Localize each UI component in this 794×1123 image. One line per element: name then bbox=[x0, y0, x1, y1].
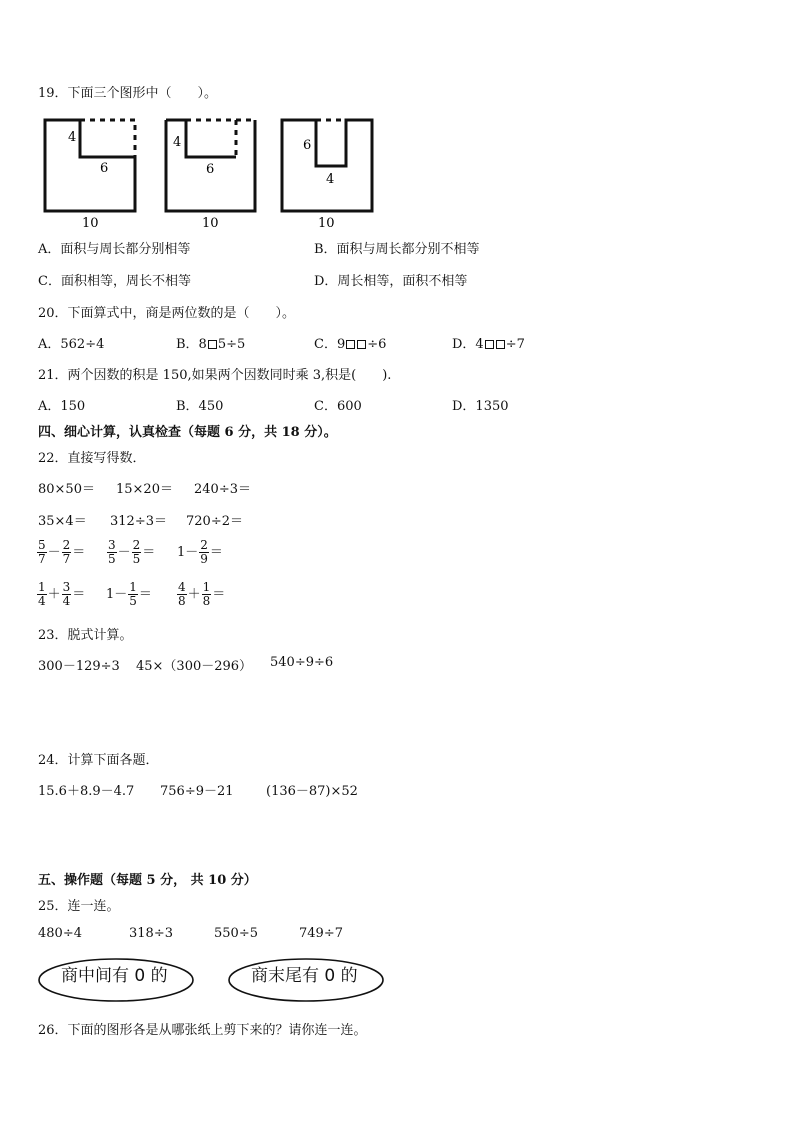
q20-option-b-prefix: B．8 bbox=[176, 337, 207, 352]
q25-expr[interactable]: 550÷5 bbox=[214, 926, 258, 941]
fraction: $\frac{2}{9}$ bbox=[200, 538, 208, 566]
figure-1-top-label: 4 bbox=[68, 130, 77, 145]
q20-option-c-prefix: C．9 bbox=[314, 337, 346, 352]
q19-option-a[interactable]: A．面积与周长都分别相等 bbox=[38, 242, 191, 257]
fraction: $\frac{1}{8}$ bbox=[202, 580, 211, 608]
q23-expr: 45×（300－296） bbox=[136, 659, 253, 674]
blank-box bbox=[496, 340, 505, 349]
blank-box bbox=[208, 340, 217, 349]
q22-row2-expr: 312÷3＝ bbox=[110, 514, 167, 529]
figure-2-top-label: 4 bbox=[173, 135, 182, 150]
blank-box bbox=[357, 340, 366, 349]
q19-option-b[interactable]: B．面积与周长都分别不相等 bbox=[314, 242, 480, 257]
q23-expr: 540÷9÷6 bbox=[270, 655, 334, 670]
q23-stem: 23．脱式计算。 bbox=[38, 628, 133, 643]
q20-option-d-prefix: D．4 bbox=[452, 337, 484, 352]
q20-option-c[interactable] bbox=[314, 333, 386, 352]
q22-row4-expr-3: $\frac{4}{8}$ ＋ $\frac{1}{8}$ ＝ bbox=[178, 580, 226, 608]
q19-stem: 19．下面三个图形中（ ）。 bbox=[38, 86, 218, 101]
q22-row3-expr-1: $\frac{5}{7}$ － $\frac{2}{7}$ ＝ bbox=[38, 538, 86, 566]
q24-expr: 15.6＋8.9－4.7 bbox=[38, 784, 135, 799]
q21-stem: 21．两个因数的积是 150,如果两个因数同时乘 3,积是( ). bbox=[38, 368, 392, 383]
q25-expr[interactable]: 318÷3 bbox=[129, 926, 173, 941]
blank-box bbox=[485, 340, 494, 349]
q25-stem: 25．连一连。 bbox=[38, 899, 120, 914]
section-4-title: 四、细心计算，认真检查（每题 6 分，共 18 分）。 bbox=[38, 425, 337, 440]
q24-expr: 756÷9－21 bbox=[160, 784, 234, 799]
q22-row2-expr: 720÷2＝ bbox=[186, 514, 243, 529]
fraction: $\frac{5}{7}$ bbox=[38, 538, 46, 566]
q21-option-a[interactable]: A．150 bbox=[38, 399, 86, 414]
q20-option-a[interactable]: A．562÷4 bbox=[38, 337, 105, 352]
q23-expr: 300－129÷3 bbox=[38, 659, 120, 674]
q22-stem: 22．直接写得数． bbox=[38, 451, 146, 466]
q22-row4-expr-2: 1－ $\frac{1}{5}$ ＝ bbox=[106, 580, 152, 608]
figure-1 bbox=[45, 120, 135, 231]
blank-box bbox=[346, 340, 355, 349]
q21-option-d[interactable]: D．1350 bbox=[452, 399, 509, 414]
q21-option-c[interactable]: C．600 bbox=[314, 399, 362, 414]
q22-row1-expr: 240÷3＝ bbox=[194, 482, 251, 497]
q19-figures bbox=[0, 0, 794, 240]
q25-expr[interactable]: 749÷7 bbox=[299, 926, 343, 941]
q26-stem: 26．下面的图形各是从哪张纸上剪下来的？请你连一连。 bbox=[38, 1023, 367, 1038]
q24-stem: 24．计算下面各题． bbox=[38, 753, 159, 768]
fraction: $\frac{4}{8}$ bbox=[178, 580, 186, 608]
q20-option-b-suffix: 5÷5 bbox=[217, 337, 246, 352]
q22-row1-expr: 15×20＝ bbox=[116, 482, 173, 497]
figure-2 bbox=[166, 120, 255, 231]
q22-row3-expr-3: 1－ $\frac{2}{9}$ ＝ bbox=[177, 538, 223, 566]
fraction: $\frac{3}{5}$ bbox=[108, 538, 116, 566]
fraction: $\frac{1}{5}$ bbox=[129, 580, 137, 608]
q19-option-d[interactable]: D．周长相等，面积不相等 bbox=[314, 274, 468, 289]
figure-3 bbox=[282, 120, 372, 231]
q22-row3-expr-2: $\frac{3}{5}$ － $\frac{2}{5}$ ＝ bbox=[108, 538, 156, 566]
oval-label-end-zero[interactable]: 商末尾有 0 的 bbox=[251, 966, 358, 986]
figure-3-mid-label: 4 bbox=[326, 172, 335, 187]
figure-3-bottom-label: 10 bbox=[318, 216, 335, 231]
q25-expr[interactable]: 480÷4 bbox=[38, 926, 82, 941]
q24-expr: (136－87)×52 bbox=[266, 784, 358, 799]
q22-row2-expr: 35×4＝ bbox=[38, 514, 87, 529]
figure-2-bottom-label: 10 bbox=[202, 216, 219, 231]
q21-option-b[interactable]: B．450 bbox=[176, 399, 224, 414]
q22-row4-expr-1: $\frac{1}{4}$ ＋ $\frac{3}{4}$ ＝ bbox=[38, 580, 86, 608]
figure-2-mid-label: 6 bbox=[206, 162, 215, 177]
fraction: $\frac{3}{4}$ bbox=[62, 580, 71, 608]
section-5-title: 五、操作题（每题 5 分， 共 10 分） bbox=[38, 873, 257, 888]
q20-option-b[interactable] bbox=[176, 333, 245, 352]
figure-1-bottom-label: 10 bbox=[82, 216, 99, 231]
q19-option-c[interactable]: C．面积相等，周长不相等 bbox=[38, 274, 191, 289]
q20-stem: 20．下面算式中，商是两位数的是（ ）。 bbox=[38, 306, 296, 321]
figure-3-top-label: 6 bbox=[303, 138, 312, 153]
oval-label-middle-zero[interactable]: 商中间有 0 的 bbox=[61, 966, 168, 986]
figure-1-mid-label: 6 bbox=[100, 161, 109, 176]
q22-row1-expr: 80×50＝ bbox=[38, 482, 95, 497]
q20-option-d-suffix: ÷7 bbox=[505, 337, 525, 352]
fraction: $\frac{2}{5}$ bbox=[132, 538, 141, 566]
fraction: $\frac{2}{7}$ bbox=[62, 538, 71, 566]
q20-option-d[interactable] bbox=[452, 333, 525, 352]
fraction: $\frac{1}{4}$ bbox=[38, 580, 46, 608]
q20-option-c-suffix: ÷6 bbox=[367, 337, 387, 352]
